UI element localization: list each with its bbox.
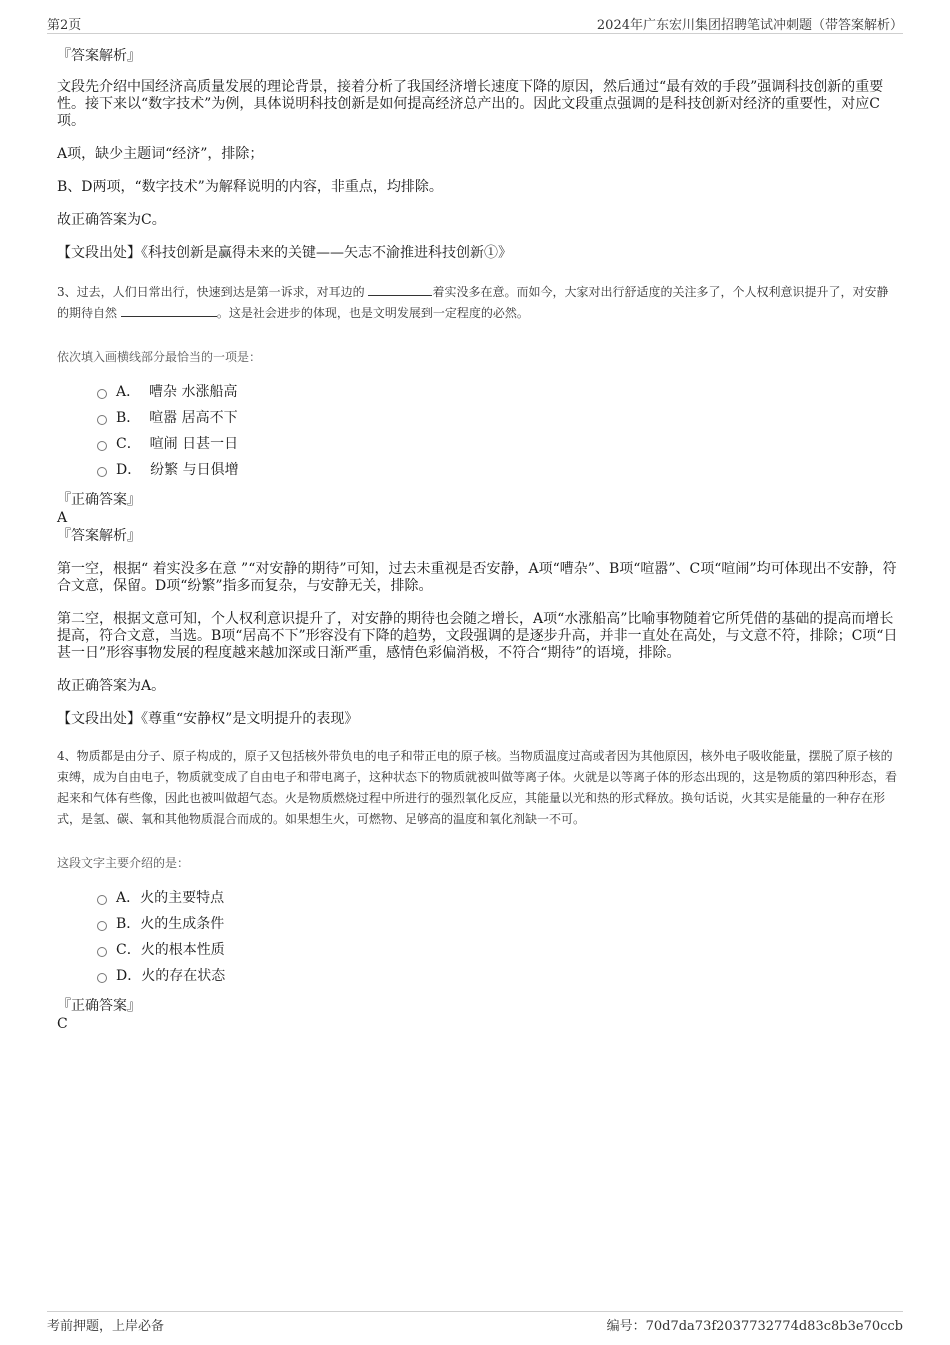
answer-label: 『正确答案』 xyxy=(57,492,141,508)
option-text: 火的存在状态 xyxy=(141,968,226,984)
option-b[interactable] xyxy=(97,911,899,937)
analysis-paragraph: B、D两项，“数字技术”为解释说明的内容，非重点，均排除。 xyxy=(57,179,443,195)
options-list xyxy=(97,885,899,989)
option-d[interactable] xyxy=(97,457,899,483)
radio-icon[interactable] xyxy=(97,895,107,905)
question-prompt: 这段文字主要介绍的是： xyxy=(57,856,190,870)
analysis-label: 『答案解析』 xyxy=(57,48,141,64)
option-letter: B． xyxy=(116,410,141,426)
analysis-conclusion: 故正确答案为C。 xyxy=(57,212,166,228)
document-id: 编号：70d7da73f2037732774d83c8b3e70ccb xyxy=(606,1319,903,1334)
document-title: 2024年广东宏川集团招聘笔试冲刺题（带答案解析） xyxy=(596,18,903,33)
page-number: 第2页 xyxy=(47,18,82,33)
option-text: 火的根本性质 xyxy=(140,942,225,958)
page-footer xyxy=(47,1311,903,1334)
option-text: 喧嚣 居高不下 xyxy=(149,410,238,426)
radio-icon[interactable] xyxy=(97,947,107,957)
option-letter: C． xyxy=(116,436,141,452)
analysis-paragraph: 文段先介绍中国经济高质量发展的理论背景，接着分析了我国经济增长速度下降的原因，然后通过“最有效的手段”强调科技创新的重要性。接下来以“数字技术”为例，具体说明科技创新是如何提高经济总产出的。因此文段重点强调的是科技创新对经济的重要性，对应C项。 xyxy=(57,79,884,129)
fill-blank xyxy=(368,282,432,296)
answer-label: 『正确答案』 xyxy=(57,998,141,1014)
option-d[interactable] xyxy=(97,963,899,989)
page-header xyxy=(47,14,903,34)
source-citation: 【文段出处】《科技创新是赢得未来的关键——矢志不渝推进科技创新①》 xyxy=(57,245,512,261)
option-a[interactable] xyxy=(97,885,899,911)
option-text: 纷繁 与日俱增 xyxy=(150,462,239,478)
option-text: 火的主要特点 xyxy=(140,890,225,906)
option-letter: A． xyxy=(116,384,141,400)
question-4-text: 4、物质都是由分子、原子构成的，原子又包括核外带负电的电子和带正电的原子核。当物质温度过高或者因为其他原因，核外电子吸收能量，摆脱了原子核的束缚，成为自由电子，物质就变成了自由电子和带电离子，这种状态下的物质就被叫做等离子体。火就是以等离子体的形态出现的，这是物质的第四种形态，看起来和气体有些像，因此也被叫做超气态。火是物质燃烧过程中所进行的强烈氧化反应，其能量以光和热的形式释放。换句话说，火其实是能量的一种存在形式，是氢、碳、氧和其他物质混合而成的。如果想生火，可燃物、足够高的温度和氧化剂缺一不可。 xyxy=(57,749,898,826)
option-letter: B． xyxy=(116,916,141,932)
option-c[interactable] xyxy=(97,431,899,457)
fill-blank xyxy=(121,303,217,317)
option-c[interactable] xyxy=(97,937,899,963)
option-b[interactable] xyxy=(97,405,899,431)
option-letter: A． xyxy=(116,890,141,906)
analysis-paragraph: 第一空，根据“ 着实没多在意 ”“对安静的期待”可知，过去未重视是否安静，A项“嘈杂”、B项“喧嚣”、C项“喧闹”均可体现出不安静，符合文意，保留。D项“纷繁”指多而复杂，与安静无关，排除。 xyxy=(57,561,897,594)
option-text: 喧闹 日甚一日 xyxy=(149,436,239,452)
answer-value: A xyxy=(57,510,68,526)
analysis-label: 『答案解析』 xyxy=(57,528,141,544)
option-letter: D． xyxy=(116,968,142,984)
radio-icon[interactable] xyxy=(97,467,107,477)
analysis-paragraph: 第二空，根据文意可知，个人权利意识提升了，对安静的期待也会随之增长，A项“水涨船高”比喻事物随着它所凭借的基础的提高而增长提高，符合文意，当选。B项“居高不下”形容没有下降的趋势，文段强调的是逐步升高，并非一直处在高处，与文意不符，排除；C项“日甚一日”形容事物发展的程度越来越加深或日渐严重，感情色彩偏消极，不符合“期待”的语境，排除。 xyxy=(57,611,898,661)
radio-icon[interactable] xyxy=(97,973,107,983)
radio-icon[interactable] xyxy=(97,921,107,931)
option-text: 火的生成条件 xyxy=(140,916,225,932)
option-a[interactable] xyxy=(97,379,899,405)
radio-icon[interactable] xyxy=(97,415,107,425)
option-letter: C． xyxy=(116,942,141,958)
radio-icon[interactable] xyxy=(97,389,107,399)
answer-value: C xyxy=(57,1016,68,1032)
options-list xyxy=(97,379,899,483)
option-letter: D． xyxy=(116,462,142,478)
main-content xyxy=(57,48,899,1033)
footer-slogan: 考前押题，上岸必备 xyxy=(47,1319,165,1334)
question-3-text: 3、过去，人们日常出行，快速到达是第一诉求，对耳边的 着实没多在意。而如今，大家对出行舒适度的关注多了，个人权利意识提升了，对安静的期待自然 。这是社会进步的体现，也是文明发展到一定程度的必然。 xyxy=(57,282,899,324)
radio-icon[interactable] xyxy=(97,441,107,451)
analysis-paragraph: A项，缺少主题词“经济”，排除； xyxy=(57,146,264,162)
source-citation: 【文段出处】《尊重“安静权”是文明提升的表现》 xyxy=(57,711,359,727)
analysis-conclusion: 故正确答案为A。 xyxy=(57,678,166,694)
option-text: 嘈杂 水涨船高 xyxy=(149,384,238,400)
question-prompt: 依次填入画横线部分最恰当的一项是： xyxy=(57,350,262,364)
